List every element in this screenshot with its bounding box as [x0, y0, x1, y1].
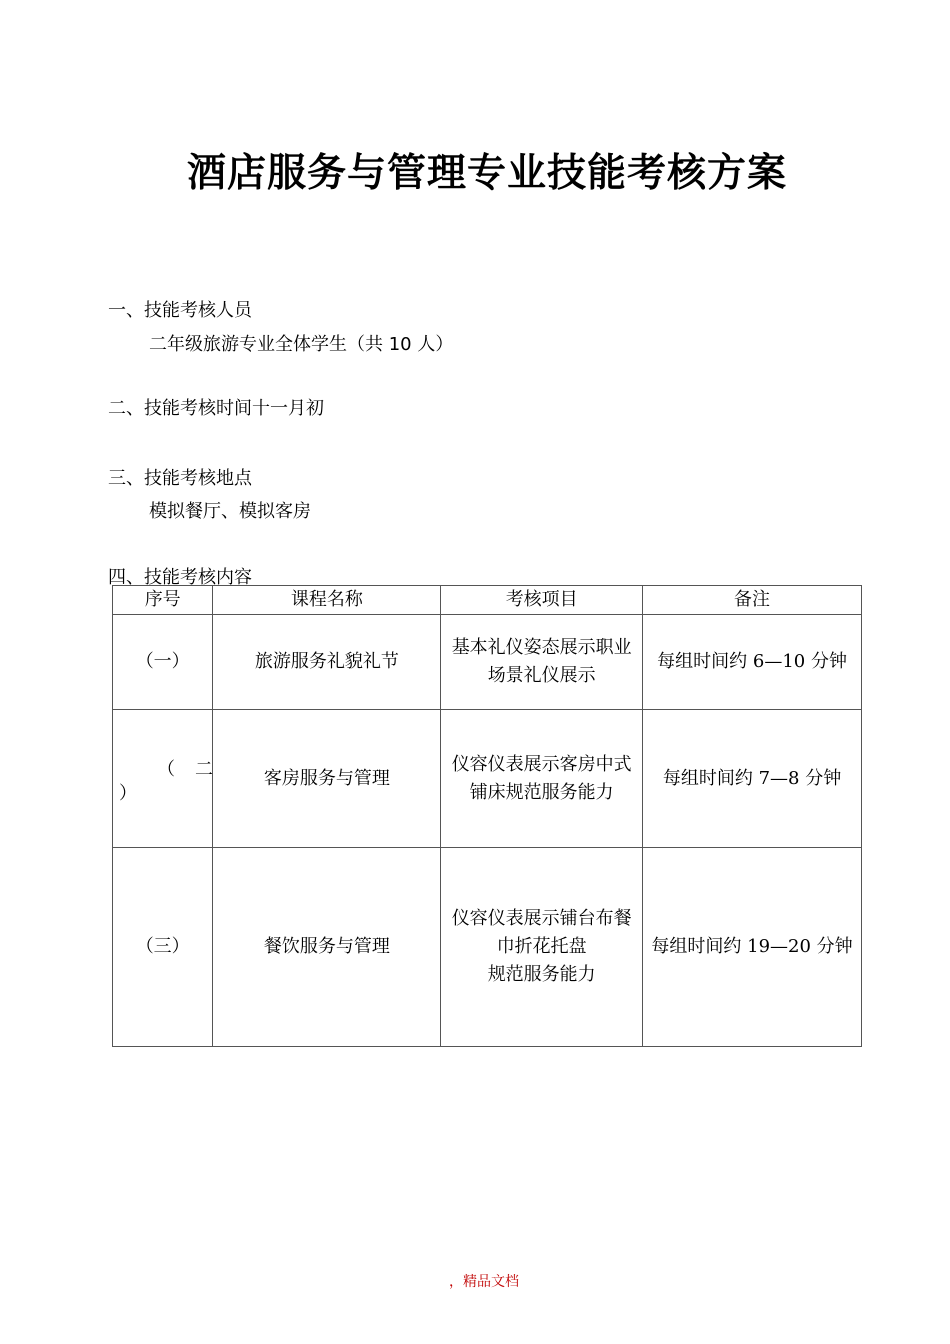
- table-row: [113, 848, 862, 1047]
- section-2-heading: 二、技能考核时间十一月初: [108, 398, 324, 419]
- section-3-text: 模拟餐厅、模拟客房: [149, 501, 311, 522]
- table-header-row: [113, 586, 862, 615]
- section-4-heading: 四、技能考核内容: [108, 567, 252, 588]
- header-no: 序号: [113, 586, 213, 615]
- header-course: 课程名称: [213, 586, 441, 615]
- row-no-part-a: （二: [157, 759, 233, 780]
- row-note: 每组时间约 7—8 分钟: [643, 710, 862, 848]
- row-no-part-b: ）: [119, 783, 137, 804]
- table-row: [113, 710, 862, 848]
- row-course: 餐饮服务与管理: [213, 848, 441, 1047]
- header-note: 备注: [643, 586, 862, 615]
- row-note: 每组时间约 19—20 分钟: [643, 848, 862, 1047]
- section-1-text: 二年级旅游专业全体学生（共 10 人）: [149, 334, 454, 355]
- row-item: 基本礼仪姿态展示职业场景礼仪展示: [441, 615, 643, 710]
- section-1-heading: 一、技能考核人员: [108, 300, 252, 321]
- header-item: 考核项目: [441, 586, 643, 615]
- row-no: [113, 710, 233, 848]
- row-item: 仪容仪表展示铺台布餐巾折花托盘 规范服务能力: [441, 848, 643, 1047]
- row-course: 旅游服务礼貌礼节: [213, 615, 441, 710]
- row-no: （一）: [113, 615, 213, 710]
- row-course: 客房服务与管理: [213, 710, 441, 848]
- section-3-heading: 三、技能考核地点: [108, 468, 252, 489]
- table-row: [113, 615, 862, 710]
- row-item: 仪容仪表展示客房中式铺床规范服务能力: [441, 710, 643, 848]
- row-no: （三）: [113, 848, 213, 1047]
- row-note: 每组时间约 6—10 分钟: [643, 615, 862, 710]
- assessment-table: [112, 585, 862, 1047]
- document-title: 酒店服务与管理专业技能考核方案: [186, 151, 787, 196]
- footer-watermark: ，精品文档: [449, 1274, 519, 1290]
